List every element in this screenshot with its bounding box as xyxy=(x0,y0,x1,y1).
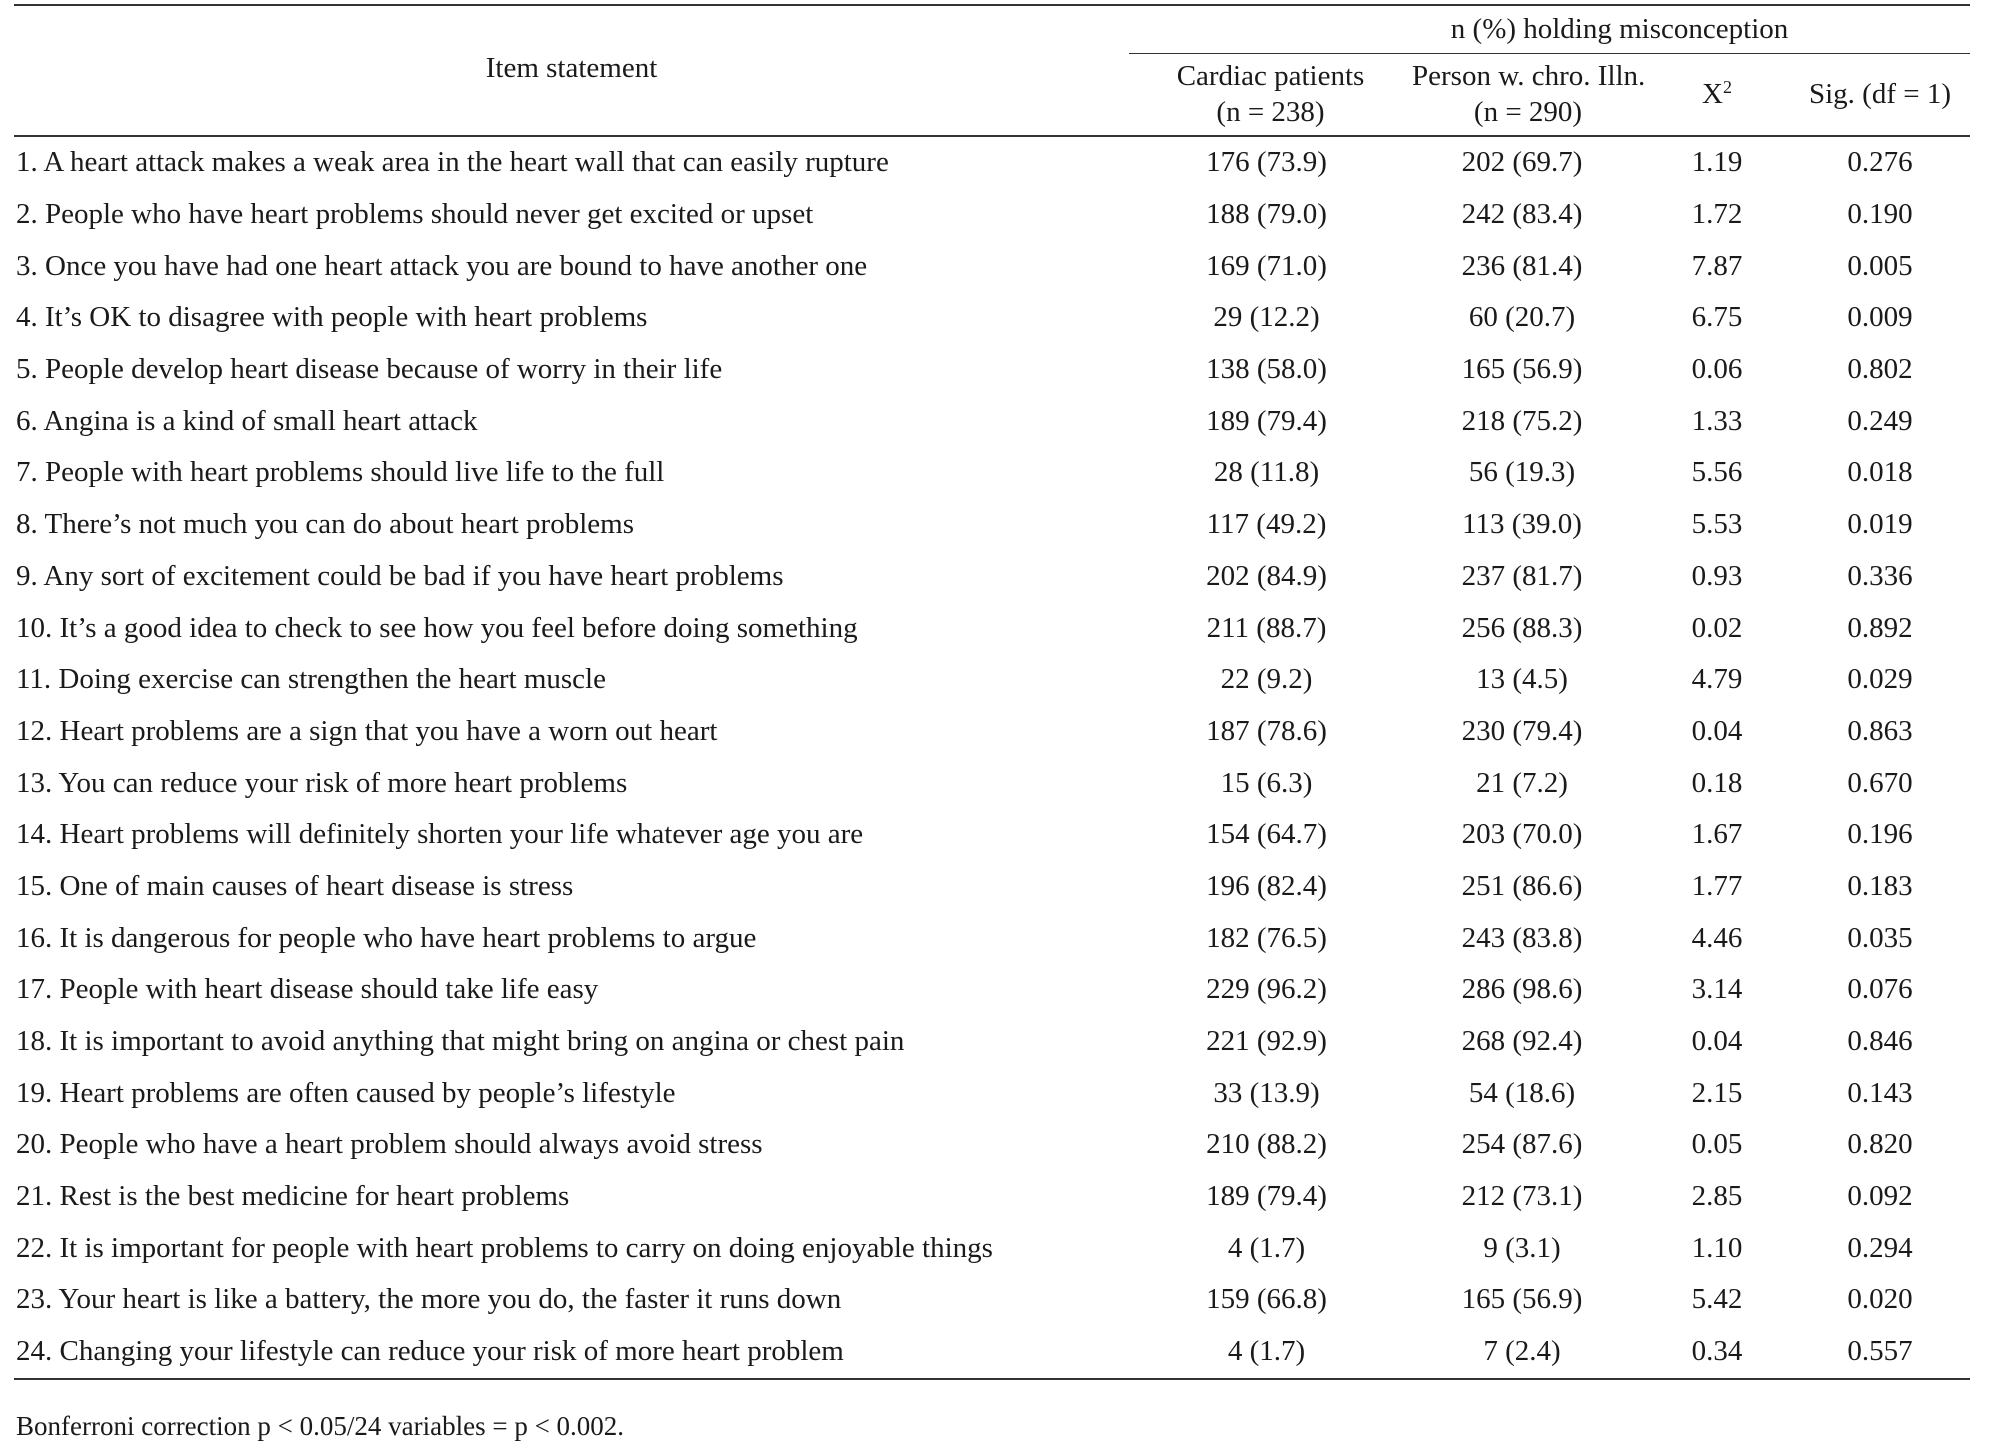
table-row xyxy=(14,292,1970,344)
significance-cell: 0.005 xyxy=(1847,249,1913,282)
misconception-group-header: n (%) holding misconception xyxy=(1450,13,1789,45)
item-statement-cell: 16. It is dangerous for people who have heart problems to argue xyxy=(16,921,757,954)
item-statement-cell: 12. Heart problems are a sign that you have a worn out heart xyxy=(16,714,718,747)
chronic-value-cell: 13 (4.5) xyxy=(1476,663,1568,696)
table-row xyxy=(14,240,1970,292)
item-statement-cell: 14. Heart problems will definitely shorten your life whatever age you are xyxy=(16,818,864,851)
significance-cell: 0.294 xyxy=(1847,1231,1913,1264)
item-statement-cell: 10. It’s a good idea to check to see how you feel before doing something xyxy=(16,611,858,644)
chi-square-cell: 0.34 xyxy=(1691,1335,1743,1368)
chi-square-cell: 0.05 xyxy=(1691,1128,1743,1161)
item-statement-cell: 17. People with heart disease should take life easy xyxy=(16,973,599,1006)
chi-square-cell: 2.85 xyxy=(1691,1180,1743,1213)
table-row xyxy=(14,447,1970,499)
chi-square-cell: 0.93 xyxy=(1691,559,1743,592)
chi-square-cell: 5.56 xyxy=(1691,456,1743,489)
significance-cell: 0.820 xyxy=(1847,1128,1913,1161)
chi-square-cell: 1.33 xyxy=(1691,404,1743,437)
table-row xyxy=(14,1171,1970,1223)
table-row xyxy=(14,861,1970,913)
cardiac-value-cell: 182 (76.5) xyxy=(1206,921,1327,954)
cardiac-value-cell: 189 (79.4) xyxy=(1206,404,1327,437)
item-statement-cell: 15. One of main causes of heart disease is stress xyxy=(16,869,574,902)
cardiac-value-cell: 221 (92.9) xyxy=(1206,1025,1327,1058)
chronic-n: (n = 290) xyxy=(1473,95,1583,128)
cardiac-value-cell: 189 (79.4) xyxy=(1206,1180,1327,1213)
table-header xyxy=(14,5,1970,136)
chi-square-cell: 3.14 xyxy=(1691,973,1743,1006)
cardiac-value-cell: 202 (84.9) xyxy=(1206,559,1327,592)
significance-header: Sig. (df = 1) xyxy=(1790,54,1970,137)
item-statement-cell: 22. It is important for people with heart problems to carry on doing enjoyable things xyxy=(16,1231,993,1264)
chi-square-cell: 1.72 xyxy=(1691,198,1743,231)
significance-cell: 0.802 xyxy=(1847,353,1913,386)
chi-square-cell: 4.79 xyxy=(1691,663,1743,696)
chronic-value-cell: 212 (73.1) xyxy=(1461,1180,1583,1213)
chi-square-cell: 1.67 xyxy=(1691,818,1743,851)
chi-square-cell: 5.53 xyxy=(1691,508,1743,541)
significance-cell: 0.190 xyxy=(1847,198,1913,231)
cardiac-value-cell: 29 (12.2) xyxy=(1213,301,1320,334)
cardiac-patients-header xyxy=(1129,54,1374,137)
table-row xyxy=(14,551,1970,603)
table-row xyxy=(14,499,1970,551)
item-statement-cell: 24. Changing your lifestyle can reduce your risk of more heart problem xyxy=(16,1335,844,1368)
item-statement-cell: 21. Rest is the best medicine for heart problems xyxy=(16,1180,570,1213)
significance-cell: 0.863 xyxy=(1847,714,1913,747)
chi-square-cell: 0.04 xyxy=(1691,714,1743,747)
table-row xyxy=(14,602,1970,654)
table-row xyxy=(14,1016,1970,1068)
cardiac-value-cell: 196 (82.4) xyxy=(1206,869,1327,902)
table-row xyxy=(14,1326,1970,1379)
item-statement-cell: 23. Your heart is like a battery, the more you do, the faster it runs down xyxy=(16,1283,842,1316)
cardiac-value-cell: 229 (96.2) xyxy=(1206,973,1327,1006)
chronic-value-cell: 202 (69.7) xyxy=(1461,146,1583,179)
item-statement-cell: 6. Angina is a kind of small heart attack xyxy=(16,404,478,437)
chi-superscript: 2 xyxy=(1722,76,1732,97)
misconception-table-wrapper xyxy=(14,4,1970,1380)
table-row xyxy=(14,1067,1970,1119)
significance-cell: 0.892 xyxy=(1847,611,1913,644)
table-row xyxy=(14,1222,1970,1274)
chronic-value-cell: 21 (7.2) xyxy=(1476,766,1568,799)
table-row xyxy=(14,654,1970,706)
chi-square-cell: 7.87 xyxy=(1691,249,1743,282)
significance-cell: 0.076 xyxy=(1847,973,1913,1006)
chronic-illness-header xyxy=(1374,54,1644,137)
significance-cell: 0.143 xyxy=(1847,1076,1913,1109)
item-statement-cell: 20. People who have a heart problem should always avoid stress xyxy=(16,1128,763,1161)
cardiac-value-cell: 159 (66.8) xyxy=(1206,1283,1327,1316)
cardiac-value-cell: 176 (73.9) xyxy=(1206,146,1327,179)
chronic-value-cell: 230 (79.4) xyxy=(1461,714,1583,747)
item-statement-cell: 18. It is important to avoid anything that might bring on angina or chest pain xyxy=(16,1025,905,1058)
chronic-value-cell: 243 (83.8) xyxy=(1461,921,1583,954)
cardiac-value-cell: 117 (49.2) xyxy=(1206,508,1327,541)
chi-square-cell: 0.18 xyxy=(1691,766,1743,799)
significance-cell: 0.249 xyxy=(1847,404,1913,437)
chi-square-cell: 2.15 xyxy=(1691,1076,1743,1109)
significance-cell: 0.557 xyxy=(1847,1335,1913,1368)
chi-square-cell: 1.19 xyxy=(1691,146,1743,179)
chronic-value-cell: 7 (2.4) xyxy=(1483,1335,1561,1368)
cardiac-value-cell: 138 (58.0) xyxy=(1206,353,1327,386)
item-statement-cell: 11. Doing exercise can strengthen the heart muscle xyxy=(16,663,606,696)
chronic-value-cell: 251 (86.6) xyxy=(1461,869,1583,902)
item-statement-cell: 19. Heart problems are often caused by people’s lifestyle xyxy=(16,1076,676,1109)
chronic-value-cell: 54 (18.6) xyxy=(1468,1076,1576,1109)
significance-cell: 0.019 xyxy=(1847,508,1913,541)
cardiac-value-cell: 187 (78.6) xyxy=(1206,714,1327,747)
chronic-value-cell: 165 (56.9) xyxy=(1461,1283,1583,1316)
significance-cell: 0.276 xyxy=(1847,146,1913,179)
chronic-label: Person w. chro. Illn. xyxy=(1412,60,1646,93)
chronic-value-cell: 113 (39.0) xyxy=(1462,508,1582,541)
table-row xyxy=(14,136,1970,189)
chronic-value-cell: 165 (56.9) xyxy=(1461,353,1583,386)
significance-cell: 0.020 xyxy=(1847,1283,1913,1316)
item-statement-cell: 5. People develop heart disease because of worry in their life xyxy=(16,353,723,386)
chi-square-cell: 4.46 xyxy=(1691,921,1743,954)
cardiac-value-cell: 210 (88.2) xyxy=(1206,1128,1327,1161)
cardiac-value-cell: 28 (11.8) xyxy=(1213,456,1320,489)
table-body xyxy=(14,136,1970,1379)
significance-cell: 0.670 xyxy=(1847,766,1913,799)
chronic-value-cell: 60 (20.7) xyxy=(1468,301,1576,334)
item-statement-cell: 4. It’s OK to disagree with people with heart problems xyxy=(16,301,648,334)
table-footnote: Bonferroni correction p < 0.05/24 variables = p < 0.002. xyxy=(16,1411,625,1441)
chi-square-cell: 6.75 xyxy=(1691,301,1743,334)
significance-cell: 0.009 xyxy=(1847,301,1913,334)
table-row xyxy=(14,395,1970,447)
chi-square-cell: 1.77 xyxy=(1691,869,1743,902)
chronic-value-cell: 268 (92.4) xyxy=(1461,1025,1583,1058)
cardiac-n: (n = 238) xyxy=(1216,95,1325,128)
cardiac-value-cell: 22 (9.2) xyxy=(1220,663,1313,696)
item-statement-cell: 2. People who have heart problems should never get excited or upset xyxy=(16,198,814,231)
table-row xyxy=(14,1274,1970,1326)
table-row xyxy=(14,344,1970,396)
significance-cell: 0.029 xyxy=(1847,663,1913,696)
chronic-value-cell: 286 (98.6) xyxy=(1461,973,1583,1006)
chronic-value-cell: 56 (19.3) xyxy=(1468,456,1576,489)
chronic-value-cell: 256 (88.3) xyxy=(1461,611,1583,644)
item-statement-cell: 13. You can reduce your risk of more heart problems xyxy=(16,766,628,799)
item-statement-cell: 8. There’s not much you can do about heart problems xyxy=(16,508,634,541)
cardiac-value-cell: 4 (1.7) xyxy=(1227,1335,1306,1368)
significance-cell: 0.336 xyxy=(1847,559,1913,592)
significance-cell: 0.196 xyxy=(1847,818,1913,851)
item-statement-cell: 9. Any sort of excitement could be bad if you have heart problems xyxy=(16,559,784,592)
chi-square-header xyxy=(1644,54,1790,137)
misconception-table xyxy=(14,4,1970,1380)
significance-cell: 0.846 xyxy=(1847,1025,1913,1058)
table-row xyxy=(14,964,1970,1016)
significance-cell: 0.018 xyxy=(1847,456,1913,489)
chronic-value-cell: 254 (87.6) xyxy=(1461,1128,1583,1161)
chi-square-cell: 1.10 xyxy=(1691,1231,1743,1264)
table-row xyxy=(14,809,1970,861)
significance-cell: 0.183 xyxy=(1847,869,1913,902)
item-statement-cell: 1. A heart attack makes a weak area in the heart wall that can easily rupture xyxy=(16,146,889,179)
chi-label: X xyxy=(1702,77,1723,110)
header-row-top xyxy=(14,5,1970,54)
cardiac-value-cell: 188 (79.0) xyxy=(1206,198,1327,231)
cardiac-label: Cardiac patients xyxy=(1176,60,1365,93)
significance-cell: 0.092 xyxy=(1847,1180,1913,1213)
significance-cell: 0.035 xyxy=(1847,921,1913,954)
cardiac-value-cell: 15 (6.3) xyxy=(1220,766,1313,799)
cardiac-value-cell: 33 (13.9) xyxy=(1213,1076,1320,1109)
cardiac-value-cell: 211 (88.7) xyxy=(1206,611,1327,644)
table-row xyxy=(14,912,1970,964)
chi-square-cell: 0.02 xyxy=(1691,611,1743,644)
item-statement-cell: 3. Once you have had one heart attack you are bound to have another one xyxy=(16,249,868,282)
table-row xyxy=(14,189,1970,241)
table-row xyxy=(14,757,1970,809)
table-row xyxy=(14,1119,1970,1171)
chronic-value-cell: 218 (75.2) xyxy=(1461,404,1583,437)
table-row xyxy=(14,706,1970,758)
chronic-value-cell: 242 (83.4) xyxy=(1461,198,1583,231)
chronic-value-cell: 236 (81.4) xyxy=(1461,249,1583,282)
chronic-value-cell: 203 (70.0) xyxy=(1461,818,1583,851)
chi-square-cell: 0.06 xyxy=(1691,353,1743,386)
chronic-value-cell: 237 (81.7) xyxy=(1461,559,1583,592)
cardiac-value-cell: 4 (1.7) xyxy=(1227,1231,1306,1264)
chronic-value-cell: 9 (3.1) xyxy=(1483,1231,1561,1264)
chi-square-cell: 0.04 xyxy=(1691,1025,1743,1058)
cardiac-value-cell: 169 (71.0) xyxy=(1206,249,1327,282)
item-statement-header: Item statement xyxy=(485,52,658,84)
item-statement-cell: 7. People with heart problems should live life to the full xyxy=(16,456,665,489)
chi-square-cell: 5.42 xyxy=(1691,1283,1743,1316)
cardiac-value-cell: 154 (64.7) xyxy=(1206,818,1327,851)
